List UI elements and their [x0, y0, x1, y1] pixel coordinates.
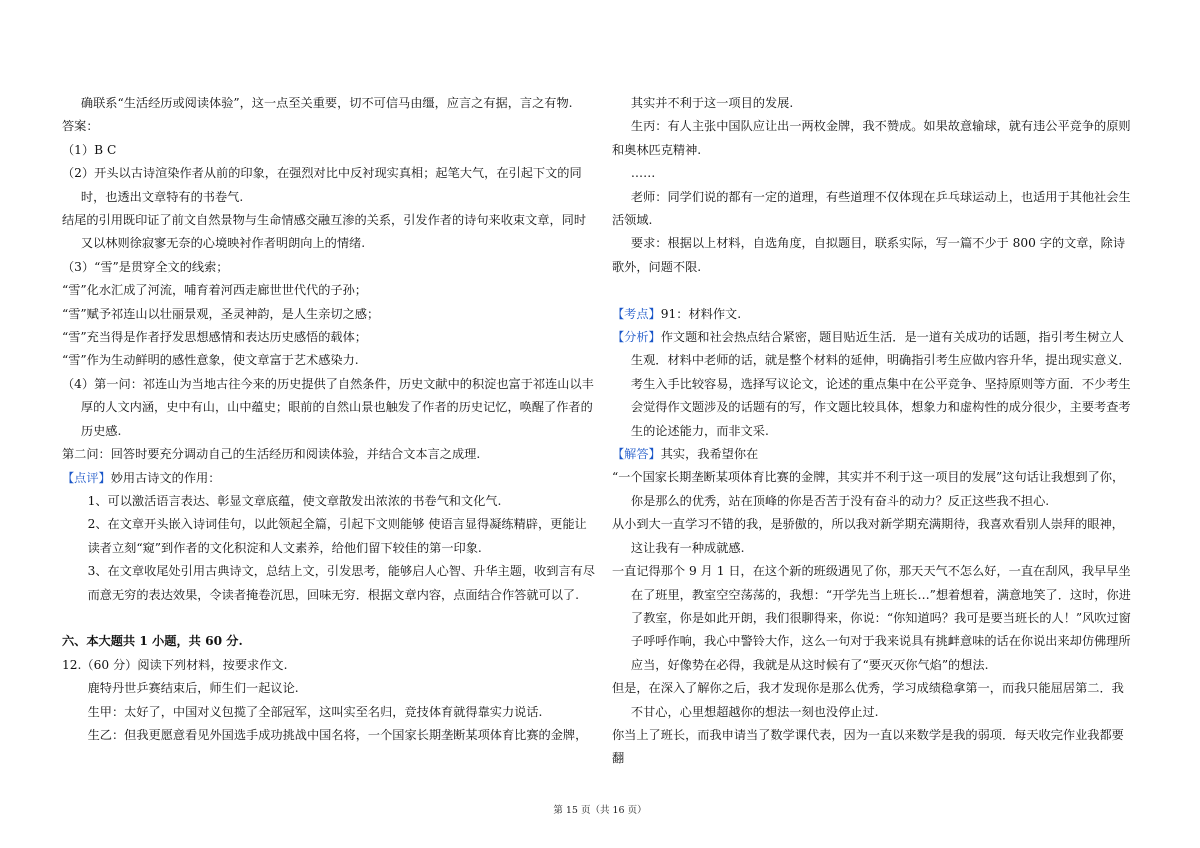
paragraph — [62, 630, 597, 653]
paragraph — [62, 443, 597, 466]
paragraph — [62, 162, 597, 209]
paragraph — [62, 349, 597, 372]
paragraph-text: 其实并不利于这一项目的发展. — [630, 96, 794, 110]
section-tag: 【解答】 — [612, 447, 661, 462]
paragraph — [612, 92, 1134, 115]
paragraph-text: 确联系“生活经历或阅读体验”，这一点至关重要，切不可信马由缰，应言之有据，言之有物. — [80, 96, 573, 110]
paragraph — [62, 279, 597, 302]
paragraph-text: 结尾的引用既印证了前文自然景物与生命情感交融互渗的关系，引发作者的诗句来收束文章，同时又以林则徐寂寥无奈的心境映衬作者明朗向上的情绪. — [62, 213, 587, 251]
paragraph — [62, 467, 597, 490]
paragraph-text: （3）“雪”是贯穿全文的线索； — [62, 259, 229, 274]
paragraph-text: “一个国家长期垄断某项体育比赛的金牌，其实并不利于这一项目的发展”这句话让我想到了你，你是那么的优秀，站在顶峰的你是否苦于没有奋斗的动力？反正这些我不担心. — [612, 470, 1125, 508]
paragraph-text: 91：材料作文. — [660, 306, 742, 321]
left-column — [62, 92, 597, 747]
paragraph — [62, 303, 597, 326]
paragraph-text: “雪”作为生动鲜明的感性意象，使文章富于艺术感染力. — [62, 353, 359, 368]
paragraph-text: 一直记得那个 9 月 1 日，在这个新的班级遇见了你，那天天气不怎么好，一直在刮风，我早早坐在了班里，教室空空荡荡的，我想：“开学先当上班长…”想着想着，满意地笑了．这时，你进了教室，你是如此开朗，我们很聊得来，你说：“你知道吗？我可是要当班长的人！”风吹过窗子呼呼作响，我心中警铃大作，这么一句对于我来说具有挑衅意味的话在你说出来却仿佛理所应当，好像势在必得，我就是从这时候有了“要灭灭你气焰”的想法. — [612, 564, 1131, 672]
paragraph — [612, 326, 1134, 443]
paragraph — [612, 186, 1134, 233]
paragraph-text: 老师：同学们说的都有一定的道理，有些道理不仅体现在乒乓球运动上，也适用于其他社会生活领域. — [612, 189, 1131, 228]
paragraph-text: …… — [630, 166, 656, 181]
paragraph — [612, 303, 1134, 326]
paragraph-text: “雪”化水汇成了河流，哺育着河西走廊世世代代的子孙； — [62, 283, 367, 298]
paragraph-text: 2、在文章开头嵌入诗词佳句，以此领起全篇，引起下文则能够 使语言显得凝练精辟，更能让读者立刻“窥”到作者的文化积淀和人文素养，给他们留下较佳的第一印象. — [87, 517, 587, 555]
page-footer: 第 15 页（共 16 页） — [553, 805, 647, 816]
right-column — [612, 92, 1134, 771]
paragraph-text: “雪”赋予祁连山以壮丽景观，圣灵神韵，是人生亲切之感； — [62, 306, 380, 321]
paragraph — [612, 677, 1134, 724]
paragraph-text: 答案： — [62, 119, 99, 134]
paragraph-text: （4）第一问：祁连山为当地古往今来的历史提供了自然条件，历史文献中的积淀也富于祁连山以丰厚的人文内涵，史中有山，山中蕴史；眼前的自然山景也触发了作者的历史记忆，唤醒了作者的历史感. — [62, 376, 594, 438]
paragraph — [612, 724, 1134, 771]
paragraph-text: 其实，我希望你在 — [660, 447, 759, 462]
paragraph — [62, 654, 597, 677]
section-tag: 【点评】 — [62, 470, 111, 485]
paragraph — [612, 560, 1134, 677]
paragraph-text: 要求：根据以上材料，自选角度，自拟题目，联系实际，写一篇不少于 800 字的文章，除诗歌外，问题不限. — [612, 236, 1126, 274]
paragraph — [62, 560, 597, 607]
paragraph — [62, 92, 597, 115]
paragraph — [62, 724, 597, 747]
paragraph — [62, 490, 597, 513]
paragraph-text: 但是，在深入了解你之后，我才发现你是那么优秀，学习成绩稳拿第一，而我只能屈居第二．我不甘心，心里想超越你的想法一刻也没停止过. — [612, 681, 1124, 719]
paragraph-text: 12.（60 分）阅读下列材料，按要求作文. — [62, 657, 288, 672]
paragraph — [62, 677, 597, 700]
section-tag: 【考点】 — [612, 306, 661, 321]
paragraph — [612, 443, 1134, 466]
paragraph — [612, 162, 1134, 185]
paragraph — [62, 373, 597, 443]
paragraph-text: 作文题和社会热点结合紧密，题目贴近生活．是一道有关成功的话题，指引考生树立人生观．材料中老师的话，就是整个材料的延伸，明确指引考生应做内容升华，提出现实意义．考生入手比较容易，选择写议论文，论述的重点集中在公平竞争、坚持原则等方面．不少考生会觉得作文题涉及的话题有的写，作文题比较具体，想象力和虚构性的成分很少，主要考查考生的论述能力，而非文采. — [630, 330, 1131, 438]
paragraph-text: 第二问：回答时要充分调动自己的生活经历和阅读体验，并结合文本言之成理. — [62, 447, 481, 462]
paragraph — [612, 232, 1134, 279]
paragraph-text: “雪”充当得是作者抒发思想感情和表达历史感悟的载体； — [62, 330, 367, 345]
paragraph-text: 生丙：有人主张中国队应让出一两枚金牌，我不赞成。如果故意输球，就有违公平竞争的原则和奥林匹克精神. — [612, 119, 1131, 157]
section-tag: 【分析】 — [612, 330, 661, 345]
paragraph-text: 3、在文章收尾处引用古典诗文，总结上文，引发思考，能够启人心智、升华主题，收到言有尽而意无穷的表达效果，令读者掩卷沉思，回味无穷．根据文章内容，点面结合作答就可以了. — [87, 564, 596, 602]
paragraph — [62, 513, 597, 560]
paragraph-text: 生甲：太好了，中国对义包揽了全部冠军，这叫实至名归，竞技体育就得靠实力说话. — [87, 704, 543, 719]
paragraph — [612, 115, 1134, 162]
paragraph — [612, 513, 1134, 560]
paragraph-text: 六、本大题共 1 小题，共 60 分. — [62, 634, 243, 649]
paragraph-text: 妙用古诗文的作用： — [110, 470, 221, 485]
paragraph — [62, 326, 597, 349]
paragraph-text: 1、可以激活语言表达、彰显文章底蕴，使文章散发出浓浓的书卷气和文化气. — [87, 493, 502, 508]
paragraph — [62, 209, 597, 256]
paragraph — [612, 466, 1134, 513]
paragraph — [62, 256, 597, 279]
paragraph — [62, 701, 597, 724]
paragraph-text: 你当上了班长，而我申请当了数学课代表，因为一直以来数学是我的弱项．每天收完作业我都要翻 — [612, 727, 1124, 766]
paragraph-text: 生乙：但我更愿意看见外国选手成功挑战中国名将，一个国家长期垄断某项体育比赛的金牌， — [87, 727, 588, 742]
paragraph-text: （2）开头以古诗渲染作者从前的印象，在强烈对比中反衬现实真相；起笔大气，在引起下文的同时，也透出文章特有的书卷气. — [62, 166, 582, 204]
paragraph-text: 鹿特丹世乒赛结束后，师生们一起议论. — [87, 681, 299, 696]
paragraph — [62, 115, 597, 138]
paragraph-text: （1）B C — [62, 142, 117, 157]
paragraph — [62, 139, 597, 162]
paragraph-text: 从小到大一直学习不错的我，是骄傲的，所以我对新学期充满期待，我喜欢看别人崇拜的眼神，这让我有一种成就感. — [612, 517, 1124, 555]
